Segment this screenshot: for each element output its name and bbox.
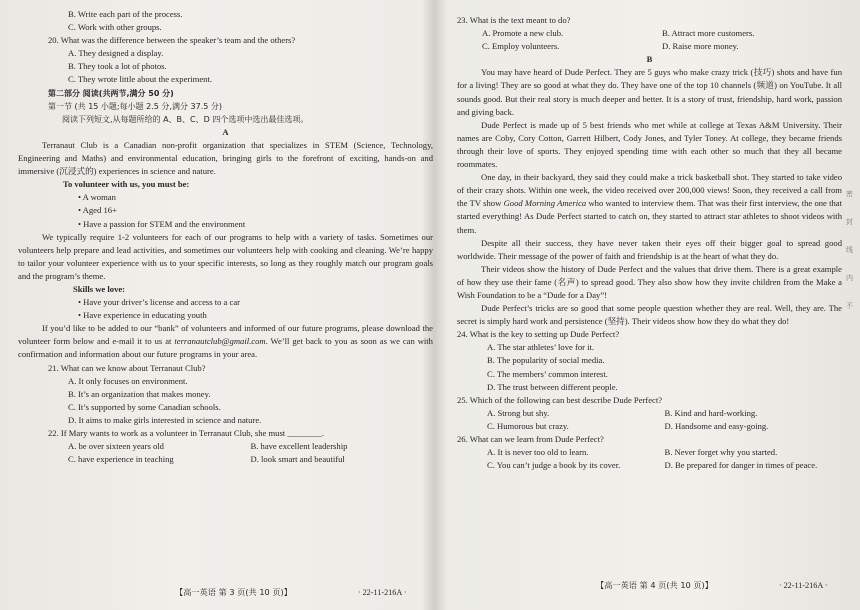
- question-20: 20. What was the difference between the speaker’s team and the others?: [48, 35, 296, 46]
- requirement-item: • A woman: [78, 192, 116, 203]
- q26-option-a: A. It is never too old to learn.: [487, 447, 589, 458]
- q22-option-c: C. have experience in teaching: [68, 454, 174, 465]
- passage-b-label: B: [646, 54, 653, 65]
- q26-option-c: C. You can’t judge a book by its cover.: [487, 460, 621, 471]
- passage-a-label: A: [222, 126, 229, 137]
- q25-option-c: C. Humorous but crazy.: [487, 420, 569, 431]
- question-21: 21. What can we know about Terranaut Club?: [48, 362, 206, 373]
- passage-b-paragraph-4: Despite all their success, they have never taken their eyes off their bigger goal to spread good worldwide. Their message of the power of faith and friendship is at the heart of what they do.: [457, 237, 842, 261]
- q23-option-a: A. Promote a new club.: [482, 28, 564, 39]
- passage-b-paragraph-1: You may have heard of Dude Perfect. They are 5 guys who make crazy trick (技巧) shots and have fun for a living! They are so good at what they do. They have one of the top 10 channels (频道) on YouTube. It all sounds good. But their real story is much deeper and better. It is a story of trust, friendship, hard work, passion and giving back.: [457, 67, 842, 117]
- q22-options-row: [18, 440, 433, 453]
- q25-options-row: [457, 407, 842, 420]
- q22-option-b: B. have excellent leadership: [250, 441, 348, 452]
- q26-option-d: D. Be prepared for danger in times of peace.: [664, 460, 818, 471]
- q26-options-row: [457, 459, 842, 472]
- volunteer-heading: To volunteer with us, you must be:: [63, 179, 190, 190]
- skill-item: • Have your driver’s license and access to a car: [78, 297, 241, 308]
- question-25: 25. Which of the following can best describe Dude Perfect?: [457, 394, 663, 405]
- q25-option-a: A. Strong but shy.: [487, 407, 550, 418]
- page-3: [18, 0, 433, 466]
- passage-a-paragraph-3: If you’d like to be added to our “bank” of volunteers and informed of our future programs, please download the volunteer form below and e-mail it to us at terranautclub@gmail.com. We’ll get back to you as soon as we can with confirmation and information about our future programs in your area.: [18, 323, 433, 360]
- q21-option-d: D. It aims to make girls interested in science and nature.: [68, 414, 262, 425]
- q23-option-d: D. Raise more money.: [662, 41, 739, 52]
- page-3-footer: 【高一英语 第 3 页(共 10 页)】 · 22-11-216A ·: [175, 587, 407, 597]
- q26-option-b: B. Never forget why you started.: [664, 447, 778, 458]
- q20-option-a: A. They designed a display.: [68, 48, 164, 59]
- q24-option-d: D. The trust between different people.: [487, 381, 618, 392]
- q22-options-row: [18, 453, 433, 466]
- skill-item: • Have experience in educating youth: [78, 310, 207, 321]
- question-22: 22. If Mary wants to work as a volunteer in Terranaut Club, she must ________.: [48, 428, 324, 438]
- q25-options-row: [457, 420, 842, 433]
- q22-option-d: D. look smart and beautiful: [250, 454, 345, 465]
- q26-options-row: [457, 446, 842, 459]
- q23-option-b: B. Attract more customers.: [662, 28, 755, 39]
- q22-option-a: A. be over sixteen years old: [68, 441, 164, 452]
- passage-a-paragraph-1: Terranaut Club is a Canadian non-profit organization that specializes in STEM (Science, Technology, Engineering and Maths) and environmental education, bringing girls to the forefront of exciting, hands-on and immersive (沉浸式的) experiences in science and nature.: [18, 139, 433, 177]
- question-26: 26. What can we learn from Dude Perfect?: [457, 434, 604, 444]
- option-line: B. Write each part of the process.: [68, 9, 183, 19]
- q25-option-d: D. Handsome and easy-going.: [664, 420, 769, 431]
- page-4: [457, 0, 842, 472]
- q25-option-b: B. Kind and hard-working.: [664, 407, 758, 418]
- q20-option-c: C. They wrote little about the experiment.: [68, 74, 212, 85]
- requirement-item: • Have a passion for STEM and the environment: [78, 218, 246, 229]
- q20-option-b: B. They took a lot of photos.: [68, 61, 167, 72]
- q24-option-b: B. The popularity of social media.: [487, 355, 605, 366]
- skills-heading: Skills we love:: [73, 283, 126, 294]
- binding-margin-text: 密 封 线 内 不: [846, 190, 853, 310]
- passage-a-paragraph-2: We typically require 1-2 volunteers for each of our programs to help with a variety of tasks. Sometimes our volunteers help prepare and lead activities, and sometimes our volunteers help with cooking and cleaning. We’re happy to tailor your volunteer experience with us to your specific interests, so long as they roughly match our program goals and the program’s theme.: [18, 231, 433, 281]
- option-line: C. Work with other groups.: [68, 22, 162, 33]
- club-email: terranautclub@gmail.com: [174, 336, 266, 347]
- reading-instruction: 阅读下列短文,从每题所给的 A、B、C、D 四个选项中选出最佳选项。: [62, 114, 309, 124]
- q21-option-a: A. It only focuses on environment.: [68, 375, 188, 386]
- q23-options-row: [457, 27, 842, 40]
- tv-show-title: Good Morning America: [503, 198, 587, 209]
- q23-options-row: [457, 40, 842, 53]
- q24-option-a: A. The star athletes’ love for it.: [487, 342, 595, 353]
- passage-b-paragraph-5: Their videos show the history of Dude Perfect and the values that drive them. There is a great example of how they use their fame (名声) to spread good. They also show how they invite children from the Make a Wish Foundation to be a “Dude for a Day”!: [457, 263, 842, 300]
- requirement-item: • Aged 16+: [78, 205, 117, 216]
- question-23: 23. What is the text meant to do?: [457, 15, 571, 25]
- passage-b-paragraph-6: Dude Perfect’s tricks are so good that some people question whether they are real. Well, they are. The secret is simply hard work and persistence (坚持). Their videos show how they do what they do!: [457, 303, 842, 327]
- passage-b-paragraph-3: One day, in their backyard, they said they could make a trick basketball shot. They started to take video of their crazy shots. Within one week, the video received over 200,000 views! Soon, they received a call from the TV show Good Morning America who wanted to interview them. That was their first interview, the one that started everything! As Dude Perfect started to catch on, they started to attract star athletes to shoot videos with them.: [457, 172, 843, 235]
- passage-b-paragraph-2: Dude Perfect is made up of 5 best friends who met while at college at Texas A&M University. Their names are Coby, Cory Cotton, Garrett Hilbert, Cody Jones, and Tyler Toney. At college, they became friends through their love of sports. They enjoyed spending time with each other so much that they all became roommates.: [457, 119, 842, 170]
- q21-option-b: B. It’s an organization that makes money.: [68, 388, 211, 399]
- q23-option-c: C. Employ volunteers.: [482, 41, 560, 52]
- q24-option-c: C. The members’ common interest.: [487, 368, 608, 379]
- section-heading: 第二部分 阅读(共两节,满分 50 分): [48, 88, 174, 98]
- q21-option-c: C. It’s supported by some Canadian schools.: [68, 401, 221, 412]
- section-part-heading: 第一节 (共 15 小题;每小题 2.5 分,满分 37.5 分): [48, 101, 222, 111]
- question-24: 24. What is the key to setting up Dude Perfect?: [457, 329, 620, 340]
- page-4-footer: 【高一英语 第 4 页(共 10 页)】 · 22-11-216A ·: [596, 580, 828, 590]
